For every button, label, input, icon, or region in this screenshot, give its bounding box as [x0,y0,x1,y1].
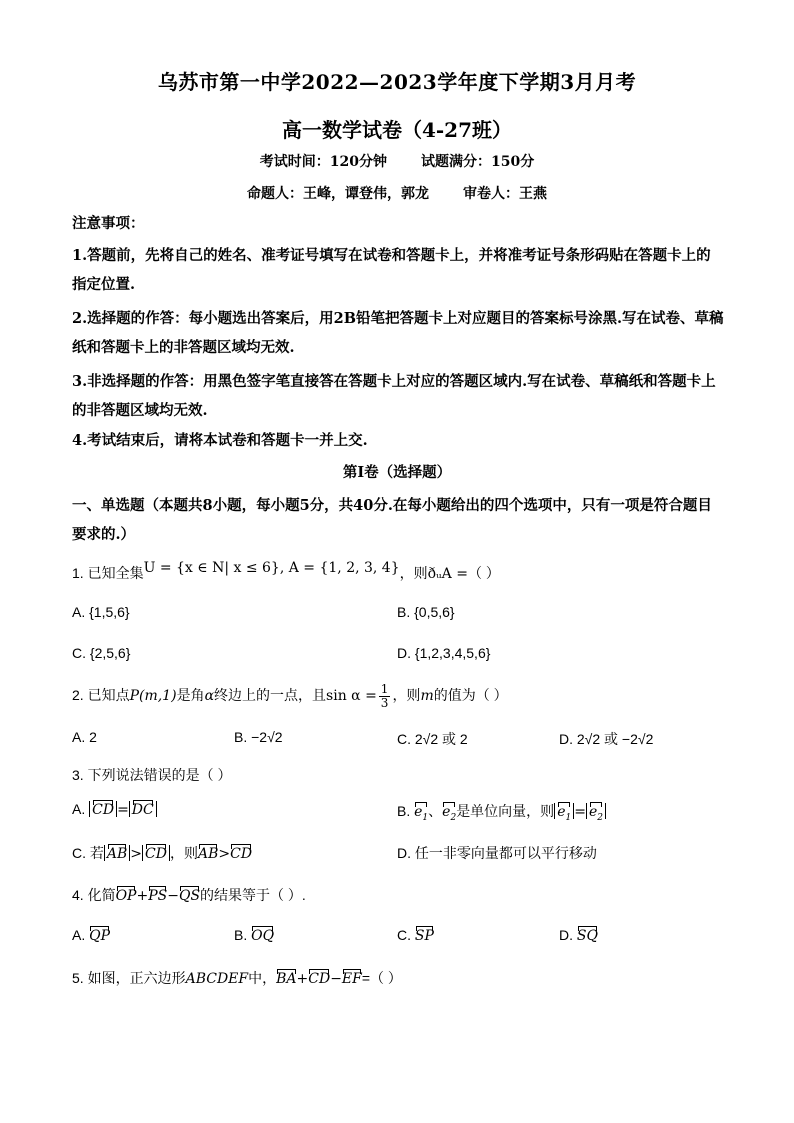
vector-e2: $e_2$ [442,804,457,823]
q4-option-d[interactable]: D. SQ [559,927,598,944]
vector-ps: PS [148,888,168,904]
q2-option-c[interactable]: C. 2√2 或 2 [397,731,468,747]
exam-info [0,151,794,171]
q4-option-a[interactable]: A. QP [72,927,111,944]
vector-cd: CD [145,846,167,862]
complement-expression: ðᵤA = [427,566,468,582]
vector-cd: CD [308,971,331,987]
q1-option-b[interactable]: B. {0,5,6} [397,604,455,620]
universe-set: U = {x ∈ N| x ≤ 6}, A = {1, 2, 3, 4} [143,560,400,576]
q3-option-b[interactable]: B. $e_1$、$e_2$是单位向量，则 $e_1 = e_2$ [397,801,606,823]
vector-e1: $e_1$ [414,804,429,823]
exam-time: 考试时间：120分钟 [259,154,387,170]
q2-option-d[interactable]: D. 2√2 或 −2√2 [559,731,654,747]
vector-ef: EF [341,971,362,987]
exam-authors: 命题人：王峰，谭登伟，郭龙 [247,186,429,202]
vector-ab: AB [106,846,128,862]
question-4: 4. 化简OP+PS−QS的结果等于（ ）. [72,887,306,904]
q1-option-c[interactable]: C. {2,5,6} [72,645,131,661]
vector-dc: DC [131,802,154,818]
question-5: 5. 如图，正六边形ABCDEF中，BA+CD−EF=（ ） [72,970,402,987]
section-instruction: 一、单选题（本题共8小题，每小题5分，共40分.在每小题给出的四个选项中，只有一项是符合题目要求的.） [72,497,712,543]
exam-reviewer: 审卷人：王燕 [463,186,547,202]
vector-ba: BA [276,971,297,987]
vector-ab: AB [197,846,219,862]
note-item-2: 2.选择题的作答：每小题选出答案后，用2B铅笔把答题卡上对应题目的答案标号涂黑.写在试卷、草稿纸和答题卡上的非答题区域均无效. [72,310,724,356]
q2-option-a[interactable]: A. 2 [72,729,97,745]
q4-option-b[interactable]: B. OQ [234,927,275,944]
q3-option-c[interactable]: C. 若 AB > CD ，则AB>CD [72,845,253,862]
q4-option-c[interactable]: C. SP [397,927,434,944]
vector-cd: CD [230,846,253,862]
note-item-4: 4.考试结束后，请将本试卷和答题卡一并上交. [72,432,368,449]
question-1: 1. 已知全集U = {x ∈ N| x ≤ 6}, A = {1, 2, 3, 4}，则ðᵤA =（ ） [72,560,500,582]
vector-op: OP [115,888,137,904]
q1-option-a[interactable]: A. {1,5,6} [72,604,130,620]
fraction-one-third: $\frac{1}{3}$ [380,682,389,710]
q1-option-d[interactable]: D. {1,2,3,4,5,6} [397,645,491,661]
notes-heading: 注意事项： [72,215,145,232]
exam-subtitle: 高一数学试卷（4-27班） [281,118,513,142]
question-3: 3. 下列说法错误的是（ ） [72,767,232,783]
question-2: 2. 已知点P(m,1)是角α终边上的一点，且sin α = $\frac{1}{3}$ ，则m的值为（ ） [72,682,508,710]
part-title: 第Ⅰ卷（选择题） [342,464,452,481]
exam-title: 乌苏市第一中学2022—2023学年度下学期3月月考 [157,70,637,94]
vector-qs: QS [178,888,201,904]
full-score: 试题满分：150分 [421,154,535,170]
hexagon-name: ABCDEF [185,971,249,987]
note-item-1: 1.答题前，先将自己的姓名、准考证号填写在试卷和答题卡上，并将准考证号条形码贴在答题卡上的指定位置. [72,247,711,293]
vector-sq: SQ [576,928,598,944]
vector-qp: QP [89,928,111,944]
note-item-3: 3.非选择题的作答：用黑色签字笔直接答在答题卡上对应的答题区域内.写在试卷、草稿纸和答题卡上的非答题区域均无效. [72,373,716,419]
vector-sp: SP [414,928,434,944]
vector-oq: OQ [251,928,275,944]
vector-cd: CD [92,802,115,818]
q3-option-d[interactable]: D. 任一非零向量都可以平行移动 [397,845,597,861]
q3-option-a[interactable]: A. CD = DC [72,801,157,818]
exam-staff [0,183,794,203]
q2-option-b[interactable]: B. −2√2 [234,729,283,745]
